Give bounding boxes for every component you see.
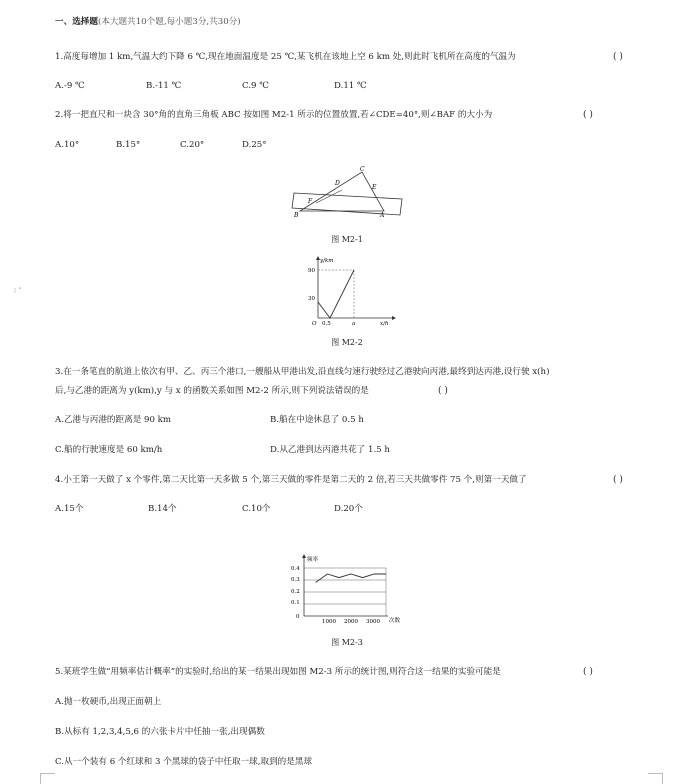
figure-m2-3-caption: 图 M2-3 — [331, 638, 363, 647]
question-4-answer-slot: ( ) — [613, 475, 623, 485]
figure-m2-1 — [290, 163, 410, 219]
question-5-text: 5.某班学生做“用频率估计概率”的实验时,给出的某一结果出现如图 M2-3 所示的统计图,则符合这一结果的实验可能是 — [55, 667, 501, 677]
fig3-y-arrow-icon — [302, 554, 306, 558]
question-1-text: 1.高度每增加 1 km,气温大约下降 6 ℃,现在地面温度是 25 ℃,某飞机在该地上空 6 km 处,则此时飞机所在高度的气温为 — [55, 52, 516, 62]
fig3-tick-y-01: 0.1 — [291, 600, 300, 606]
question-5-option-a: A.抛一枚硬币,出现正面朝上 — [55, 697, 162, 707]
fig2-tick-origin: O — [312, 321, 317, 327]
question-1-option-a: A.-9 ℃ — [55, 81, 85, 91]
fig3-tick-x-2000: 2000 — [344, 619, 358, 625]
question-5-answer-slot: ( ) — [583, 667, 593, 677]
fig3-tick-x-1000: 1000 — [322, 619, 336, 625]
question-3-option-c: C.船的行驶速度是 60 km/h — [55, 445, 163, 455]
section-note: (本大题共10个题,每小题3分,共30分) — [97, 17, 241, 27]
fig2-series-line — [318, 270, 354, 318]
question-3-answer-slot: ( ) — [438, 386, 448, 396]
question-2-answer-slot: ( ) — [583, 110, 593, 120]
question-1-option-b: B.-11 ℃ — [146, 81, 182, 91]
margin-marker-icon: ⁞ ˅ — [14, 287, 22, 295]
fig3-tick-y-03: 0.3 — [291, 577, 300, 583]
question-4-option-a: A.15个 — [55, 504, 84, 514]
fig2-tick-x-a: a — [352, 321, 356, 327]
question-5-option-b: B.从标有 1,2,3,4,5,6 的六张卡片中任抽一张,出现偶数 — [55, 727, 265, 737]
section-title: 一、选择题 — [55, 17, 98, 27]
question-3-option-b: B.船在中途休息了 0.5 h — [270, 415, 364, 425]
fig2-x-arrow-icon — [392, 316, 396, 320]
question-3-option-a: A.乙港与丙港的距离是 90 km — [55, 415, 172, 425]
figure-m2-2-caption: 图 M2-2 — [331, 338, 363, 347]
fig1-label-b: B — [294, 212, 299, 219]
fig3-y-label: 频率 — [307, 557, 319, 563]
fig3-tick-y-0: 0 — [296, 614, 300, 620]
fig1-label-a: A — [380, 212, 385, 219]
corner-mark-left — [40, 773, 55, 784]
fig2-tick-x-05: 0.5 — [322, 321, 331, 327]
question-3-option-d: D.从乙港到达丙港共花了 1.5 h — [270, 445, 390, 455]
question-2-text: 2.将一把直尺和一块含 30°角的直角三角板 ABC 按如图 M2-1 所示的位置放置,若∠CDE=40°,则∠BAF 的大小为 — [55, 110, 493, 120]
section-heading — [55, 17, 241, 28]
question-5-option-c: C.从一个装有 6 个红球和 3 个黑球的袋子中任取一球,取到的是黑球 — [55, 757, 313, 767]
question-1-answer-slot: ( ) — [613, 52, 623, 62]
fig3-series-line — [316, 574, 386, 582]
figure-m2-3 — [282, 552, 410, 628]
question-2-option-b: B.15° — [116, 140, 141, 150]
question-3-text-line-2: 后,与乙港的距离为 y(km),y 与 x 的函数关系如图 M2-2 所示,则下列说法错误的是 — [55, 386, 369, 396]
fig3-gridlines — [304, 568, 386, 616]
corner-mark-right — [648, 773, 663, 784]
segment-df — [316, 190, 342, 203]
fig2-x-label: x/h — [380, 321, 389, 327]
fig1-label-c: C — [360, 166, 365, 173]
question-4-option-d: D.20个 — [334, 504, 363, 514]
fig3-tick-y-04: 0.4 — [291, 566, 300, 572]
question-3-text-line-1: 3.在一条笔直的航道上依次有甲、乙、丙三个港口,一艘船从甲港出发,沿直线匀速行驶经过乙港驶向丙港,最终到达丙港,设行驶 x(h) — [55, 367, 550, 377]
fig3-tick-x-3000: 3000 — [366, 619, 380, 625]
question-4-text: 4.小王第一天做了 x 个零件,第二天比第一天多做 5 个,第三天做的零件是第二天的 2 倍,若三天共做零件 75 个,则第一天做了 — [55, 475, 527, 485]
question-4-option-c: C.10个 — [242, 504, 271, 514]
question-2-option-c: C.20° — [180, 140, 205, 150]
fig1-label-f: F — [308, 198, 313, 205]
question-2-option-d: D.25° — [242, 140, 267, 150]
question-4-option-b: B.14个 — [148, 504, 177, 514]
fig1-label-d: D — [335, 180, 340, 187]
fig2-tick-y-30: 30 — [308, 296, 315, 302]
triangle-abc — [300, 172, 384, 211]
question-2-option-a: A.10° — [55, 140, 80, 150]
fig3-tick-y-02: 0.2 — [291, 589, 300, 595]
figure-m2-2 — [300, 254, 400, 328]
question-1-option-d: D.11 ℃ — [334, 81, 367, 91]
fig2-tick-y-90: 90 — [308, 268, 315, 274]
fig3-x-label: 次数 — [389, 618, 401, 624]
fig1-label-e: E — [372, 184, 377, 191]
figure-m2-1-caption: 图 M2-1 — [331, 235, 363, 244]
question-1-option-c: C.9 ℃ — [242, 81, 269, 91]
fig2-y-label: y/km — [320, 258, 334, 264]
